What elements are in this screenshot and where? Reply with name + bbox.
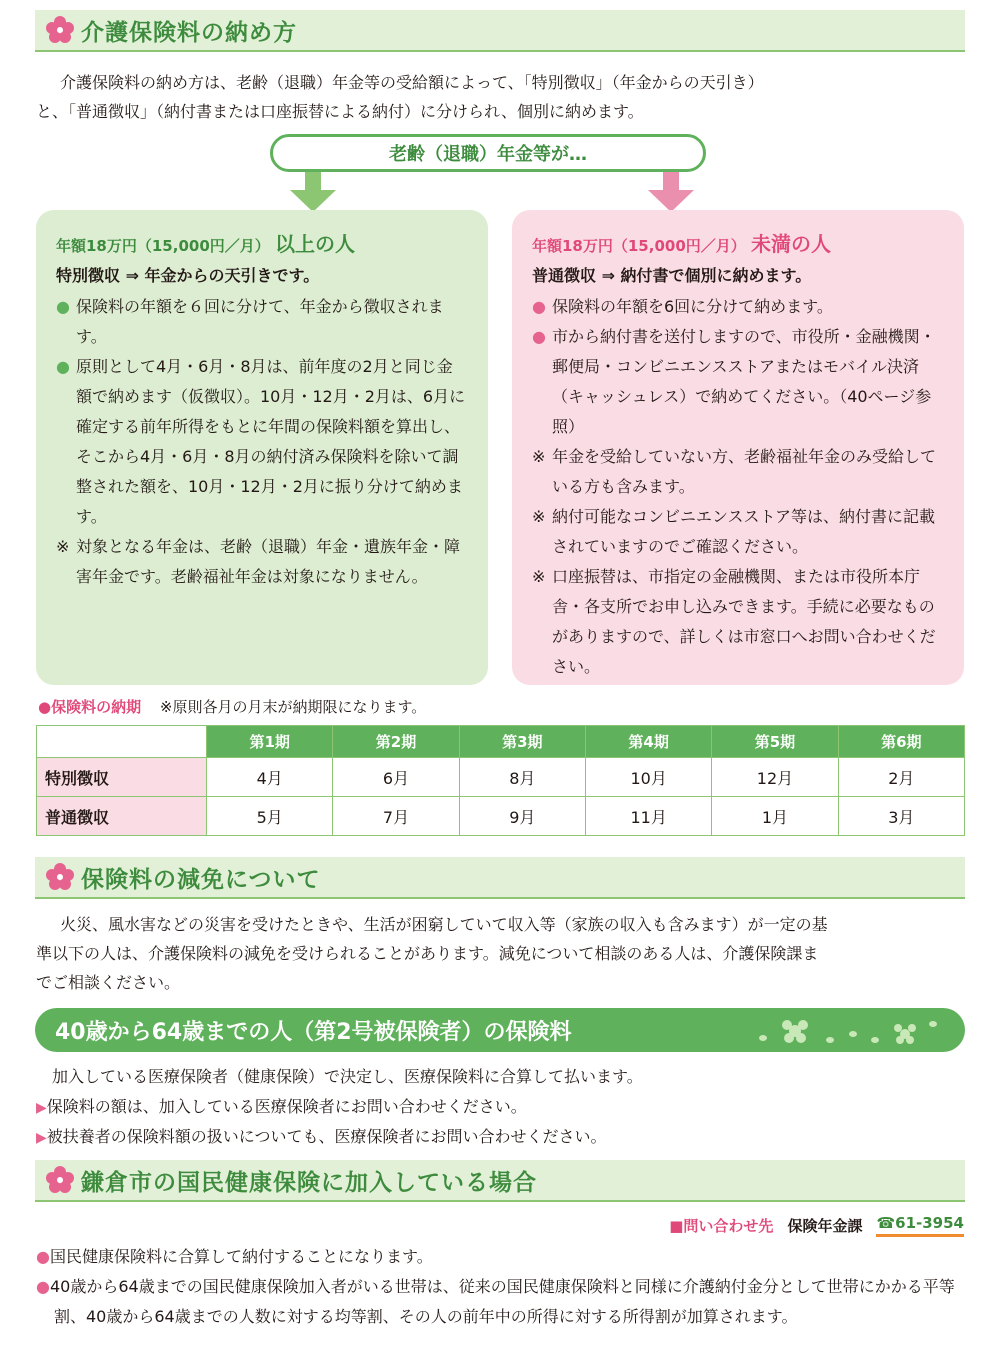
reduction-line-2: 準以下の人は、介護保険料の減免を受けられることがあります。減免について相談のある人は、介護保険課ま: [36, 944, 819, 963]
list-item: [532, 562, 944, 682]
special-collection-box: [36, 210, 488, 685]
payment-heading: ●保険料の納期: [38, 698, 142, 716]
item-text: 保険料の額は、加入している医療保険者にお問い合わせください。: [46, 1097, 527, 1116]
section-banner-second-insured: [35, 1008, 965, 1052]
item-text: 被扶養者の保険料額の扱いについても、医療保険者にお問い合わせください。: [46, 1127, 607, 1146]
contact-label: ■問い合わせ先: [669, 1217, 774, 1235]
table-cell: 12月: [712, 758, 838, 797]
triangle-bullet-icon: ▶: [36, 1100, 47, 1116]
list-item: [36, 1242, 433, 1271]
box-subtitle: 特別徴収 ⇒ 年金からの天引きです。: [56, 266, 320, 285]
box-subtitle: 普通徴収 ⇒ 納付書で個別に納めます。: [532, 266, 812, 285]
column-header: 第1期: [207, 726, 333, 758]
list-item: [56, 292, 468, 352]
row-header: 特別徴収: [37, 758, 207, 797]
payment-schedule-table: [36, 725, 965, 836]
contact-department: 保険年金課: [787, 1217, 863, 1235]
table-row: [37, 758, 965, 797]
box-lead: [56, 228, 468, 257]
section-header-kamakura-nhi: [35, 1160, 965, 1202]
column-header: 第3期: [459, 726, 585, 758]
sakura-icon: [45, 15, 75, 45]
intro-line-1: 介護保険料の納め方は、老齢（退職）年金等の受給額によって、「特別徴収」（年金からの天引き）: [60, 73, 764, 92]
item-text: 40歳から64歳までの国民健康保険加入者がいる世帯は、従来の国民健康保険料と同様に介護納付金分として世帯にかかる平等割、40歳から64歳までの人数に対する均等割、その人の前年中の所得に対する所得割が加算されます。: [49, 1277, 955, 1326]
item-text: 市から納付書を送付しますので、市役所・金融機関・郵便局・コンビニエンスストアまたはモバイル決済（キャッシュレス）で納めてください。（40ページ参照）: [552, 327, 936, 436]
table-cell: 3月: [838, 797, 964, 836]
item-text: 口座振替は、市指定の金融機関、または市役所本庁舎・各支所でお申し込みできます。手続に必要なものがありますので、詳しくは市窓口へお問い合わせください。: [552, 567, 936, 676]
item-text: 保険料の年額を6回に分けて納めます。: [552, 297, 833, 316]
triangle-bullet-icon: ▶: [36, 1130, 47, 1146]
arrow-down-green-icon: [290, 172, 336, 212]
payment-note: ※原則各月の月末が納期限になります。: [159, 698, 427, 716]
bullet: ※: [532, 447, 546, 466]
table-row: [37, 797, 965, 836]
table-cell: 8月: [459, 758, 585, 797]
item-text: 対象となる年金は、老齢（退職）年金・遺族年金・障害年金です。老齢福祉年金は対象になりません。: [76, 537, 461, 586]
lead-amount: 年額18万円（15,000円／月）: [532, 237, 746, 255]
sakura-icon: [45, 862, 75, 892]
sakura-icon: [45, 1165, 75, 1195]
section-title: 介護保険料の納め方: [81, 19, 297, 46]
item-text: 納付可能なコンビニエンスストア等は、納付書に記載されていますのでご確認ください。: [552, 507, 936, 556]
column-header: 第2期: [333, 726, 459, 758]
section-title: 鎌倉市の国民健康保険に加入している場合: [81, 1169, 537, 1196]
table-cell: 1月: [712, 797, 838, 836]
second-insured-intro: 加入している医療保険者（健康保険）で決定し、医療保険料に合算して払います。: [52, 1067, 643, 1086]
column-header: 第4期: [585, 726, 711, 758]
list-item: [36, 1272, 966, 1332]
column-header: 第6期: [838, 726, 964, 758]
item-text: 国民健康保険料に合算して納付することになります。: [49, 1247, 433, 1266]
section-header-payment-method: [35, 10, 965, 52]
bullet-icon: ●: [36, 1277, 50, 1296]
list-item: [532, 322, 944, 442]
bullet: ※: [532, 507, 546, 526]
table-cell: 9月: [459, 797, 585, 836]
contact-phone[interactable]: ☎61-3954: [876, 1214, 964, 1237]
list-item: [36, 1122, 606, 1153]
banner-title: 40歳から64歳までの人（第2号被保険者）の保険料: [55, 1019, 572, 1045]
intro-line-2: と、「普通徴収」（納付書または口座振替による納付）に分けられ、個別に納めます。: [36, 102, 644, 121]
bullet: ●: [56, 357, 70, 376]
table-cell: 11月: [585, 797, 711, 836]
reduction-line-1: 火災、風水害などの災害を受けたときや、生活が困窮していて収入等（家族の収入も含みます）が一定の基: [60, 915, 828, 934]
reduction-line-3: でご相談ください。: [36, 973, 181, 992]
payment-schedule-label: [38, 696, 426, 717]
topic-box: 老齢（退職）年金等が…: [270, 134, 706, 172]
normal-collection-box: [512, 210, 964, 685]
column-header: 第5期: [712, 726, 838, 758]
list-item: [532, 502, 944, 562]
row-header: 普通徴収: [37, 797, 207, 836]
table-header-row: [37, 726, 965, 758]
item-text: 年金を受給していない方、老齢福祉年金のみ受給している方も含みます。: [552, 447, 937, 496]
corner-cell: [37, 726, 207, 758]
bullet: ●: [532, 297, 546, 316]
lead-condition: 未満の人: [751, 232, 831, 256]
item-text: 原則として4月・6月・8月は、前年度の2月と同じ金額で納めます（仮徴収）。10月・12月・2月は、6月に確定する前年所得をもとに年間の保険料額を算出し、そこから4月・6月・8月の納付済み保険料を除いて調整された額を、10月・12月・2月に振り分けて納めます。: [76, 357, 466, 526]
list-item: [532, 442, 944, 502]
box-lead: [532, 228, 944, 257]
item-text: 保険料の年額を６回に分けて、年金から徴収されます。: [76, 297, 444, 346]
list-item: [56, 532, 468, 592]
lead-amount: 年額18万円（15,000円／月）: [56, 237, 270, 255]
bullet: ※: [56, 537, 70, 556]
arrow-down-pink-icon: [648, 172, 694, 212]
section-title: 保険料の減免について: [81, 866, 321, 893]
list-item: [36, 1092, 527, 1123]
table-cell: 7月: [333, 797, 459, 836]
bullet: ●: [56, 297, 70, 316]
section-header-reduction: [35, 857, 965, 899]
table-cell: 4月: [207, 758, 333, 797]
lead-condition: 以上の人: [275, 232, 355, 256]
table-cell: 6月: [333, 758, 459, 797]
contact-info: [669, 1214, 964, 1237]
sakura-petals-icon: [755, 1014, 945, 1048]
list-item: [532, 292, 944, 322]
table-cell: 2月: [838, 758, 964, 797]
list-item: [56, 352, 468, 532]
bullet: ※: [532, 567, 546, 586]
table-cell: 10月: [585, 758, 711, 797]
bullet-icon: ●: [36, 1247, 50, 1266]
table-cell: 5月: [207, 797, 333, 836]
bullet: ●: [532, 327, 546, 346]
